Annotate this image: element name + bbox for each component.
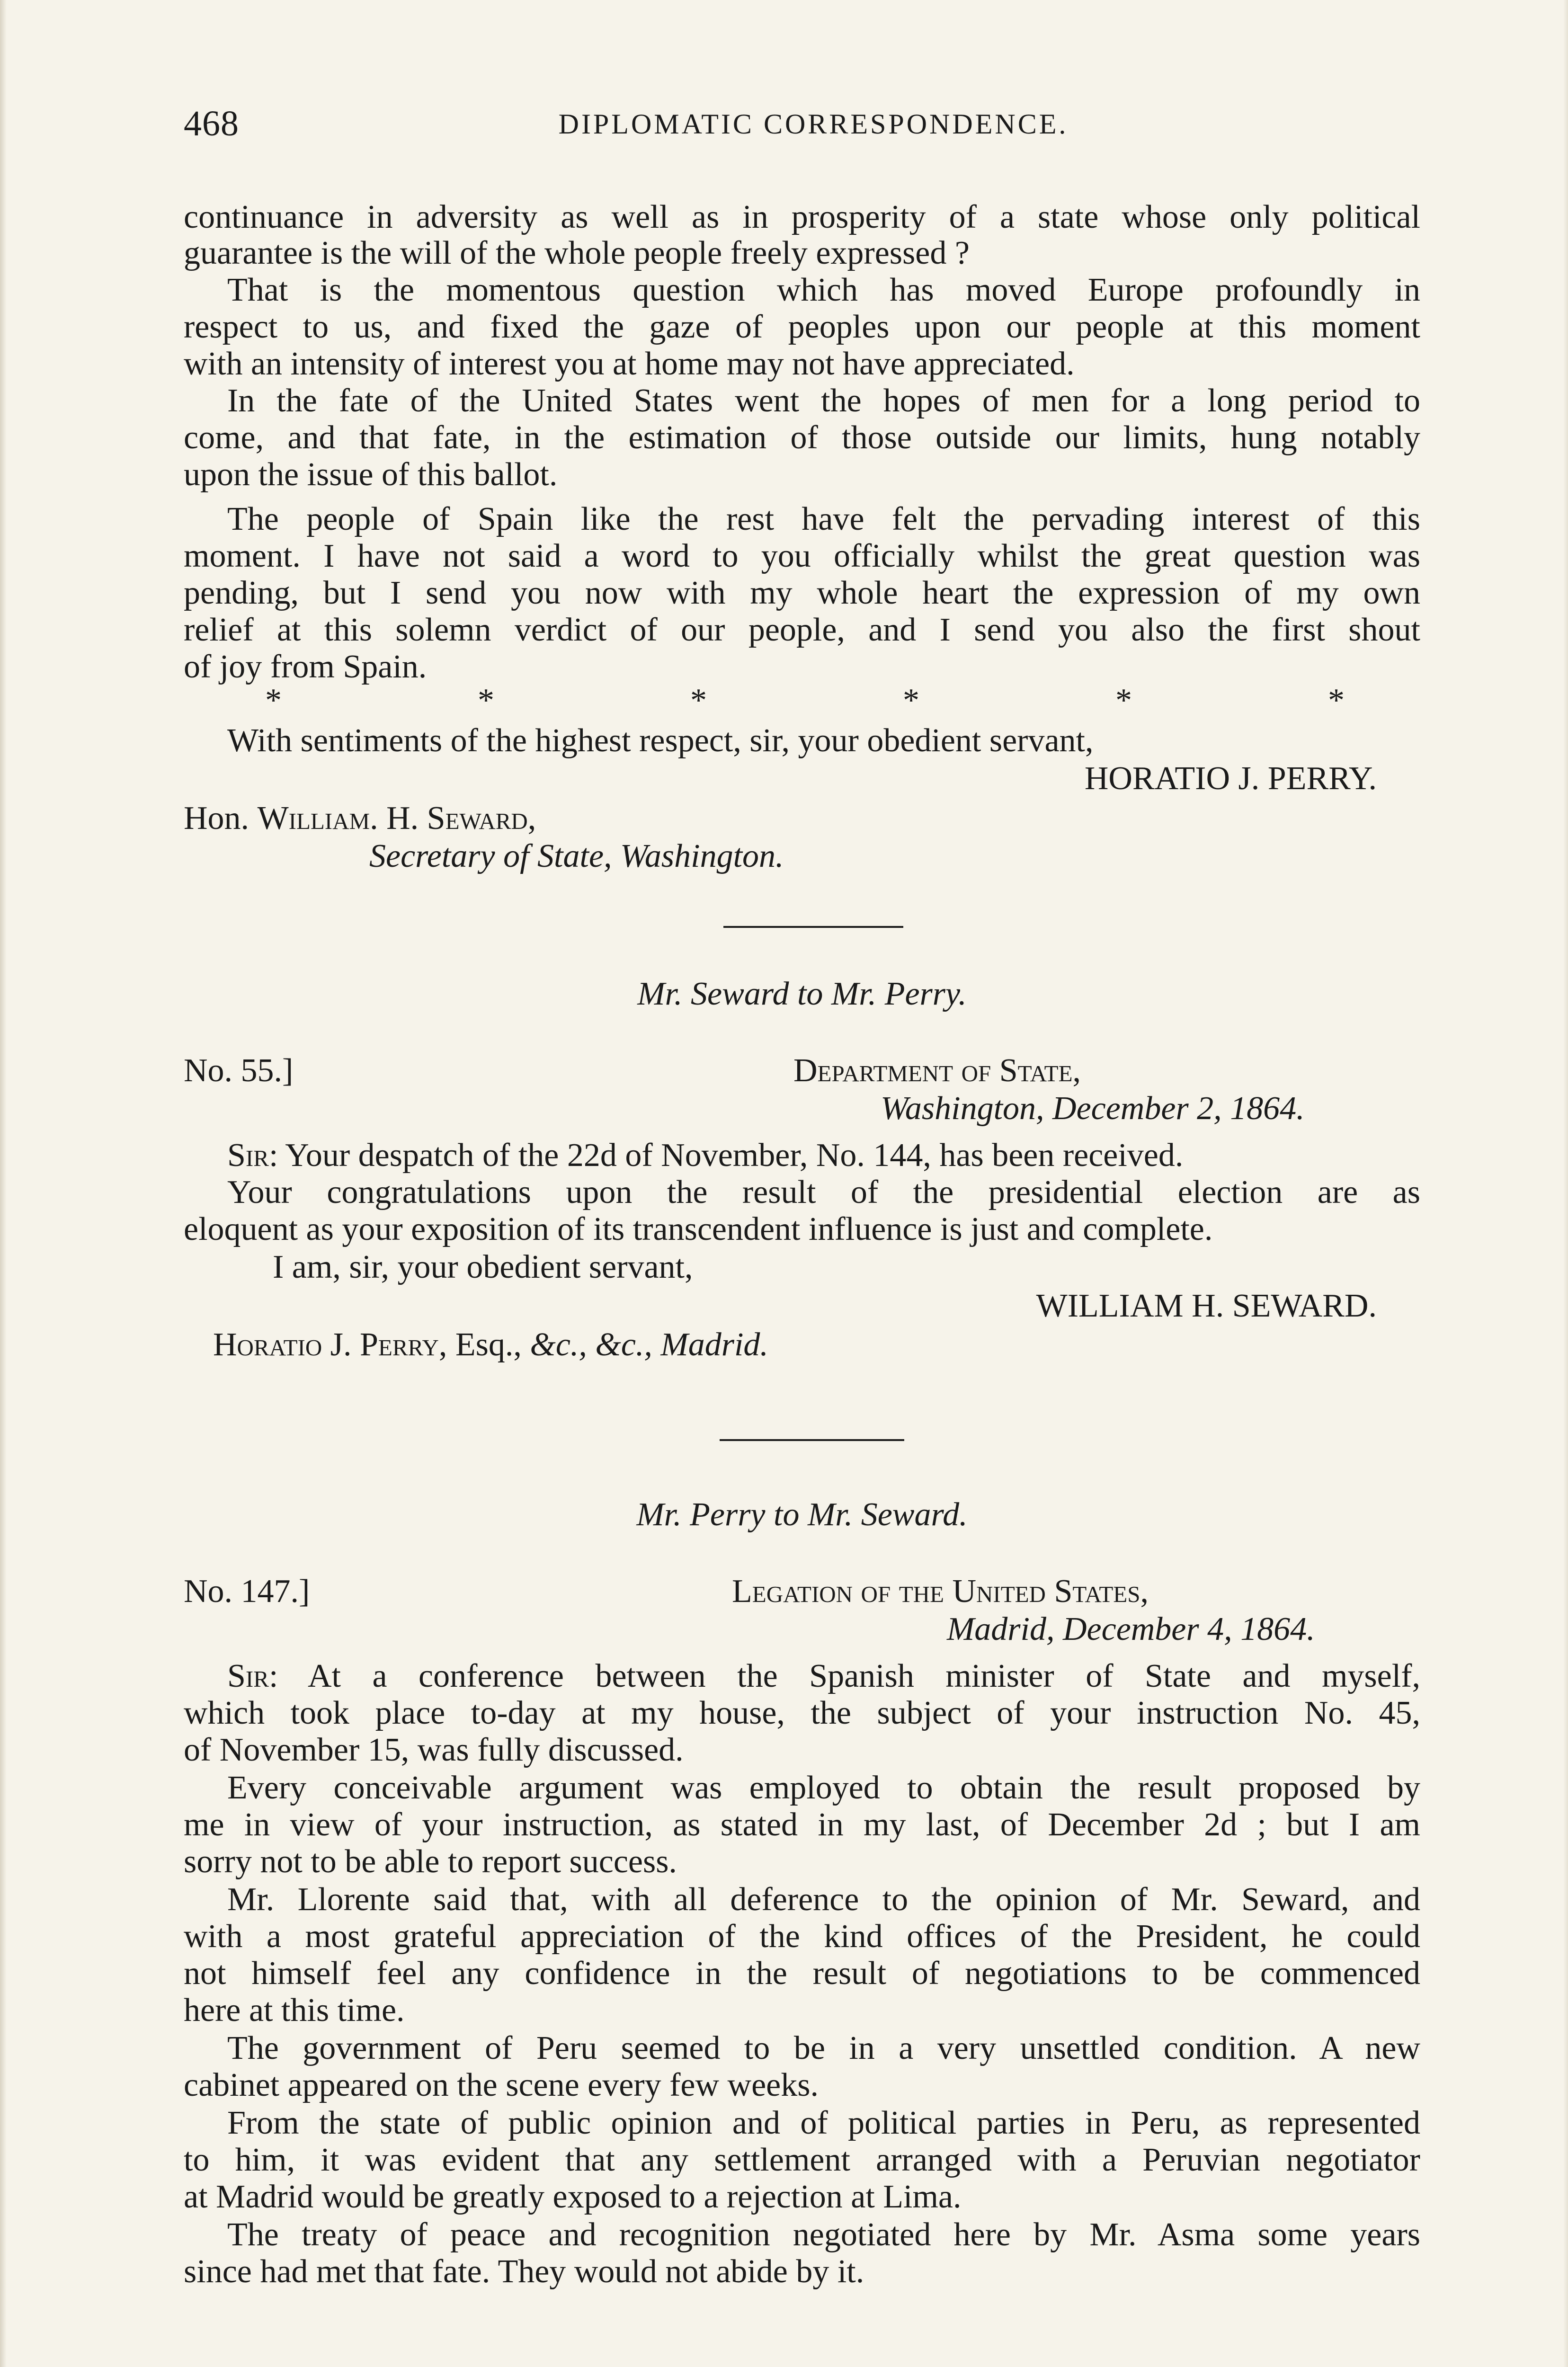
sender-office: Legation of the United States, xyxy=(732,1573,1149,1610)
closing-line: I am, sir, your obedient servant, xyxy=(273,1249,693,1285)
page-number: 468 xyxy=(184,104,239,143)
salutation-text: : At a conference between the Spanish minister of State and myself, xyxy=(268,1658,1420,1694)
page-header xyxy=(184,103,1386,155)
addressee-suffix: , Esq., xyxy=(438,1326,530,1363)
body-line: The treaty of peace and recognition negotiated here by Mr. Asma some years xyxy=(227,2216,1420,2253)
star: * xyxy=(903,682,919,719)
body-line: In the fate of the United States went the hopes of men for a long period to xyxy=(227,383,1420,419)
place-date: Washington, December 2, 1864. xyxy=(881,1090,1305,1127)
despatch-number: No. 55.] xyxy=(184,1052,294,1089)
body-line: That is the momentous question which has moved Europe profoundly in xyxy=(227,272,1420,308)
body-line: of November 15, was fully discussed. xyxy=(184,1732,684,1768)
body-line: me in view of your instruction, as stated in my last, of December 2d ; but I am xyxy=(184,1806,1420,1843)
addressee-name: Horatio J. Perry xyxy=(213,1326,439,1363)
addressee xyxy=(213,1326,1349,1364)
body-line: since had met that fate. They would not abide by it. xyxy=(184,2253,864,2290)
addressee-title: Secretary of State, Washington. xyxy=(369,838,784,874)
addressee-prefix: Hon. xyxy=(184,800,258,836)
ellipsis-stars xyxy=(265,682,1345,720)
letter-title: Mr. Perry to Mr. Seward. xyxy=(636,1496,968,1533)
body-line: sorry not to be able to report success. xyxy=(184,1843,677,1880)
star: * xyxy=(1328,682,1345,719)
body-line: not himself feel any confidence in the result of negotiations to be commenced xyxy=(184,1955,1420,1992)
signature: HORATIO J. PERRY. xyxy=(1084,760,1377,797)
running-title: DIPLOMATIC CORRESPONDENCE. xyxy=(558,108,1069,140)
body-line: The government of Peru seemed to be in a very unsettled condition. A new xyxy=(227,2030,1420,2066)
addressee-name: William. H. Seward, xyxy=(257,800,536,836)
body-line: From the state of public opinion and of political parties in Peru, as represented xyxy=(227,2105,1420,2141)
body-line: at Madrid would be greatly exposed to a rejection at Lima. xyxy=(184,2179,962,2215)
sender-office: Department of State, xyxy=(793,1052,1081,1089)
closing-line: With sentiments of the highest respect, sir, your obedient servant, xyxy=(227,722,1094,759)
letter-title: Mr. Seward to Mr. Perry. xyxy=(637,976,967,1012)
body-line: Every conceivable argument was employed to obtain the result proposed by xyxy=(227,1770,1420,1806)
body-line xyxy=(227,1137,1420,1175)
salutation: Sir xyxy=(227,1137,269,1174)
place-date: Madrid, December 4, 1864. xyxy=(947,1611,1315,1647)
salutation-text: : Your despatch of the 22d of November, No. 144, has been received. xyxy=(268,1137,1184,1174)
body-line: continuance in adversity as well as in prosperity of a state whose only political xyxy=(184,199,1420,235)
despatch-number: No. 147.] xyxy=(184,1573,310,1610)
body-line: eloquent as your exposition of its transcendent influence is just and complete. xyxy=(184,1211,1213,1247)
body-line: Your congratulations upon the result of the presidential election are as xyxy=(227,1174,1420,1210)
body-line: with an intensity of interest you at home may not have appreciated. xyxy=(184,346,1075,382)
body-line: with a most grateful appreciation of the kind offices of the President, he could xyxy=(184,1918,1420,1955)
section-divider xyxy=(723,926,903,928)
addressee xyxy=(184,800,1131,838)
body-line: of joy from Spain. xyxy=(184,649,427,685)
body-line: guarantee is the will of the whole people freely expressed ? xyxy=(184,235,970,271)
body-line: respect to us, and fixed the gaze of peoples upon our people at this moment xyxy=(184,309,1420,345)
addressee-location: &c., &c., Madrid. xyxy=(530,1326,768,1363)
body-line: here at this time. xyxy=(184,1992,405,2029)
body-line: upon the issue of this ballot. xyxy=(184,456,558,493)
body-line: moment. I have not said a word to you officially whilst the great question was xyxy=(184,538,1420,574)
body-line: to him, it was evident that any settlement arranged with a Peruvian negotiator xyxy=(184,2142,1420,2178)
star: * xyxy=(1115,682,1132,719)
body-line: The people of Spain like the rest have felt the pervading interest of this xyxy=(227,501,1420,537)
star: * xyxy=(690,682,707,719)
star: * xyxy=(265,682,282,719)
body-line: cabinet appeared on the scene every few weeks. xyxy=(184,2067,819,2103)
body-line: pending, but I send you now with my whole heart the expression of my own xyxy=(184,575,1420,611)
body-line: which took place to-day at my house, the subject of your instruction No. 45, xyxy=(184,1695,1420,1731)
salutation: Sir xyxy=(227,1658,269,1694)
body-line xyxy=(227,1658,1420,1696)
star: * xyxy=(478,682,494,719)
body-line: come, and that fate, in the estimation of those outside our limits, hung notably xyxy=(184,419,1420,456)
signature: WILLIAM H. SEWARD. xyxy=(1036,1288,1377,1324)
body-line: relief at this solemn verdict of our people, and I send you also the first shout xyxy=(184,612,1420,648)
section-divider xyxy=(720,1439,904,1441)
body-line: Mr. Llorente said that, with all deference to the opinion of Mr. Seward, and xyxy=(227,1881,1420,1918)
